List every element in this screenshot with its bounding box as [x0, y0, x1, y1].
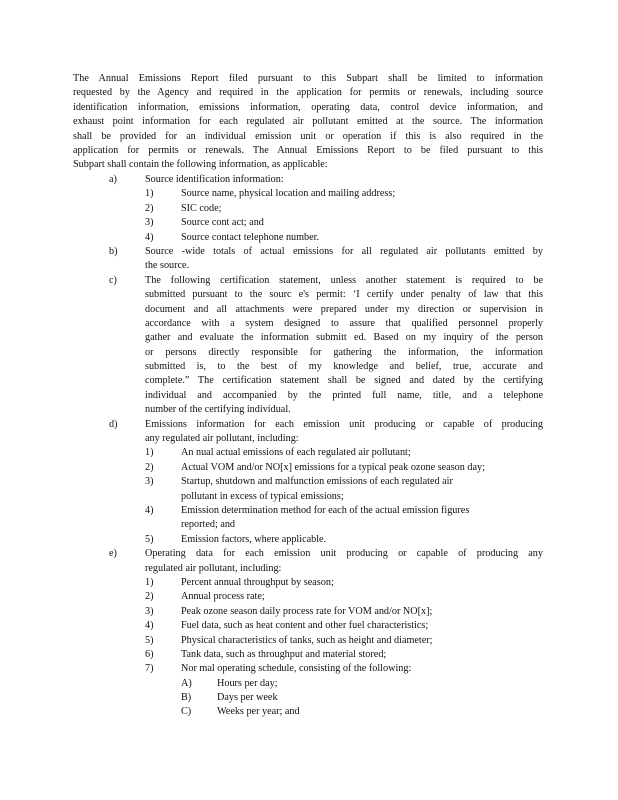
sub-item	[0, 475, 618, 504]
text-line: Source -wide totals of actual emissions for all regulated air pollutants emitted by	[145, 245, 543, 257]
sub-item	[0, 504, 618, 533]
list-marker: B)	[181, 692, 192, 704]
list-marker: 5)	[145, 634, 154, 646]
list-marker: b)	[109, 245, 118, 257]
text-line: accordance with a system designed to assure that qualified personnel properly	[145, 317, 543, 329]
text-line: Startup, shutdown and malfunction emissions of each regulated air	[181, 476, 453, 488]
sub-item	[0, 605, 618, 619]
text-line: application for permits or renewals. The Annual Emissions Report to be filed pursuant to this	[73, 144, 543, 156]
list-marker: 4)	[145, 504, 154, 516]
item-text	[145, 173, 543, 187]
text-line: Emission factors, where applicable.	[181, 533, 327, 545]
text-line: An nual actual emissions of each regulated air pollutant;	[181, 447, 411, 459]
list-marker: a)	[109, 174, 117, 185]
text-line: gather and evaluate the information submitt ed. Based on my inquiry of the person	[145, 332, 543, 344]
text-line: Hours per day;	[217, 677, 278, 689]
text-line: Source contact telephone number.	[181, 231, 320, 243]
text-line: requested by the Agency and required in the application for permits or renewals, including source	[73, 87, 543, 99]
text-line: shall be provided for an individual emission unit or operation if this is also required in the	[73, 130, 543, 142]
sub-item	[0, 533, 618, 547]
list-item	[0, 274, 618, 418]
list-marker: 5)	[145, 533, 154, 545]
list-marker: A)	[181, 677, 192, 689]
text-line: any regulated air pollutant, including:	[145, 433, 299, 445]
text-line: Actual VOM and/or NO[x] emissions for a typical peak ozone season day;	[181, 461, 485, 473]
text-line: Weeks per year; and	[217, 706, 300, 718]
sub-item	[0, 576, 618, 590]
sub-item	[0, 446, 618, 460]
text-line: exhaust point information for each regulated air pollutant emitted at the source. The information	[73, 116, 543, 128]
item-text	[181, 662, 543, 676]
item-text	[217, 705, 543, 719]
text-line: submitted pursuant to the sourc e's permit: ‘I certify under penalty of law that this	[145, 289, 543, 301]
list-item	[0, 547, 618, 576]
text-line: The Annual Emissions Report filed pursuant to this Subpart shall be limited to information	[73, 73, 543, 84]
sub-item	[0, 619, 618, 633]
text-line: The following certification statement, unless another statement is required to be	[145, 274, 543, 286]
text-line: Days per week	[217, 692, 278, 704]
item-text	[181, 605, 543, 619]
text-line: identification information, emissions information, operating data, control device information, and	[73, 101, 543, 113]
list-marker: 2)	[145, 461, 154, 473]
list-marker: C)	[181, 706, 192, 718]
text-line: Peak ozone season daily process rate for VOM and/or NO[x];	[181, 605, 433, 617]
item-text	[181, 504, 543, 533]
list-marker: 6)	[145, 648, 154, 660]
list-marker: c)	[109, 274, 117, 286]
item-text	[217, 677, 543, 691]
item-text	[181, 216, 543, 230]
list-marker: 3)	[145, 217, 154, 229]
text-line: Source cont act; and	[181, 217, 264, 229]
list-marker: d)	[109, 418, 118, 430]
item-text	[181, 648, 543, 662]
text-line: regulated air pollutant, including:	[145, 562, 282, 574]
item-text	[181, 202, 543, 216]
item-text	[145, 274, 543, 418]
text-line: Nor mal operating schedule, consisting of the following:	[181, 663, 412, 675]
sub-item	[0, 461, 618, 475]
text-line: Emissions information for each emission unit producing or capable of producing	[145, 418, 543, 430]
text-line: individual and accompanied by the printed full name, title, and a telephone	[145, 389, 543, 401]
sub-item	[0, 202, 618, 216]
sub-item	[0, 648, 618, 662]
list-marker: e)	[109, 548, 117, 560]
list-item	[0, 173, 618, 187]
requirements-list	[0, 173, 618, 720]
item-text	[181, 619, 543, 633]
text-line: pollutant in excess of typical emissions;	[181, 490, 344, 502]
sub-item	[0, 662, 618, 676]
item-text	[181, 590, 543, 604]
item-text	[181, 231, 543, 245]
list-marker: 7)	[145, 663, 154, 675]
item-text	[145, 245, 543, 274]
item-text	[181, 187, 543, 201]
text-line: Tank data, such as throughput and material stored;	[181, 648, 387, 660]
sub-sub-item	[0, 705, 618, 719]
item-text	[217, 691, 543, 705]
text-line: Operating data for each emission unit producing or capable of producing any	[145, 548, 543, 560]
list-item	[0, 418, 618, 447]
list-marker: 1)	[145, 188, 154, 200]
text-line: Fuel data, such as heat content and other fuel characteristics;	[181, 620, 429, 632]
text-line: SIC code;	[181, 202, 222, 214]
text-line: document and all attachments were prepared under my direction or supervision in	[145, 303, 543, 315]
list-marker: 3)	[145, 605, 154, 617]
text-line: or persons directly responsible for gathering the information, the information	[145, 346, 543, 358]
sub-item	[0, 634, 618, 648]
list-marker: 3)	[145, 476, 154, 488]
list-marker: 2)	[145, 591, 154, 603]
text-line: number of the certifying individual.	[145, 404, 291, 416]
sub-item	[0, 187, 618, 201]
sub-item	[0, 590, 618, 604]
text-line: Percent annual throughput by season;	[181, 576, 334, 588]
sub-sub-item	[0, 691, 618, 705]
text-line: submitted is, to the best of my knowledge and belief, true, accurate and	[145, 361, 543, 373]
text-line: Subpart shall contain the following information, as applicable:	[73, 159, 328, 171]
sub-sub-item	[0, 677, 618, 691]
sub-item	[0, 216, 618, 230]
list-marker: 2)	[145, 202, 154, 214]
list-marker: 1)	[145, 447, 154, 459]
item-text	[181, 446, 543, 460]
item-text	[181, 576, 543, 590]
text-line: Physical characteristics of tanks, such as height and diameter;	[181, 634, 433, 646]
text-line: Annual process rate;	[181, 591, 265, 603]
intro-paragraph	[73, 72, 543, 173]
text-line: reported; and	[181, 519, 236, 531]
item-text	[181, 475, 543, 504]
item-text	[181, 634, 543, 648]
item-text	[145, 547, 543, 576]
text-line: Emission determination method for each of the actual emission figures	[181, 504, 470, 516]
item-text	[145, 418, 543, 447]
list-marker: 1)	[145, 576, 154, 588]
list-item	[0, 245, 618, 274]
item-text	[181, 461, 543, 475]
text-line: complete.” The certification statement shall be signed and dated by the certifying	[145, 375, 543, 387]
list-marker: 4)	[145, 231, 154, 243]
text-line: Source identification information:	[145, 174, 284, 185]
list-marker: 4)	[145, 620, 154, 632]
text-line: Source name, physical location and mailing address;	[181, 188, 396, 200]
text-line: the source.	[145, 260, 190, 272]
item-text	[181, 533, 543, 547]
sub-item	[0, 231, 618, 245]
